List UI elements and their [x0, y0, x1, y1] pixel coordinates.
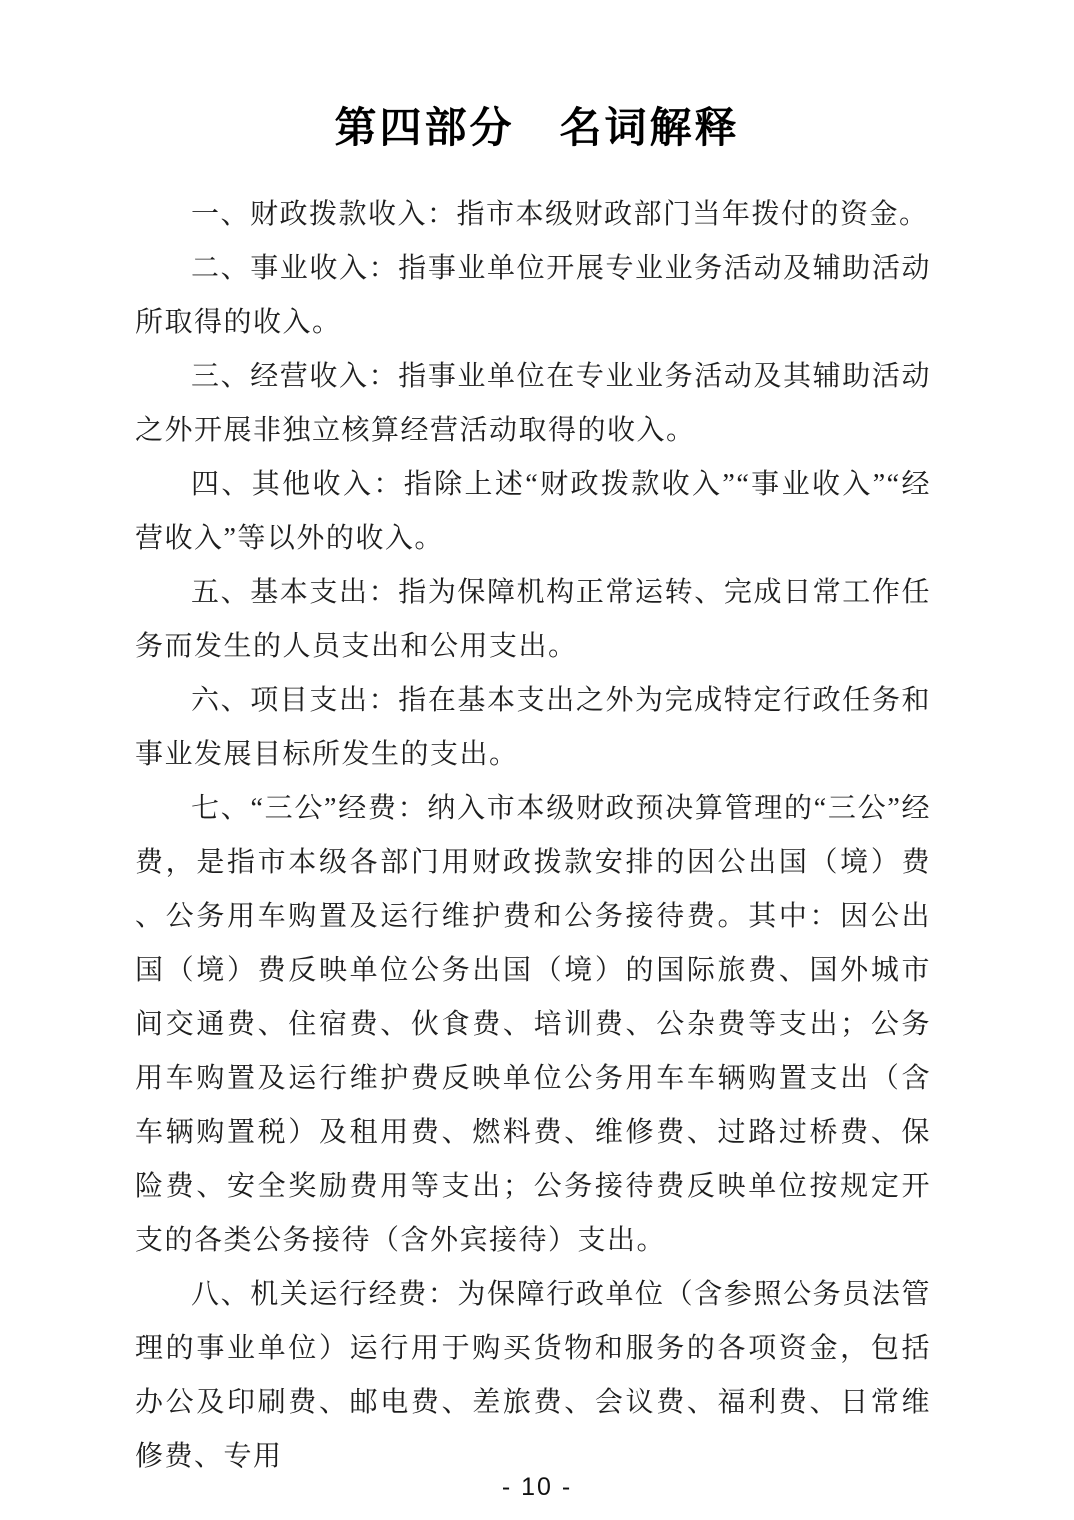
definition-agency-operating-funds: 八、机关运行经费：为保障行政单位（含参照公务员法管理的事业单位）运行用于购买货物和服务的各项资金，包括办公及印刷费、邮电费、差旅费、会议费、福利费、日常维修费、专用 — [135, 1279, 931, 1472]
page-title: 第四部分 名词解释 — [334, 104, 740, 151]
definition-project-expenditure: 六、项目支出：指在基本支出之外为完成特定行政任务和事业发展目标所发生的支出。 — [135, 685, 931, 770]
document-body — [135, 188, 931, 1484]
definition-basic-expenditure: 五、基本支出：指为保障机构正常运转、完成日常工作任务而发生的人员支出和公用支出。 — [135, 577, 931, 662]
definition-business-income: 三、经营收入：指事业单位在专业业务活动及其辅助活动之外开展非独立核算经营活动取得的收入。 — [135, 361, 931, 446]
definition-three-public-funds: 七、“三公”经费：纳入市本级财政预决算管理的“三公”经费，是指市本级各部门用财政拨款安排的因公出国（境）费、公务用车购置及运行维护费和公务接待费。其中：因公出国（境）费反映单位公务出国（境）的国际旅费、国外城市间交通费、住宿费、伙食费、培训费、公杂费等支出；公务用车购置及运行维护费反映单位公务用车车辆购置支出（含车辆购置税）及租用费、燃料费、维修费、过路过桥费、保险费、安全奖励费用等支出；公务接待费反映单位按规定开支的各类公务接待（含外宾接待）支出。 — [135, 793, 931, 1256]
definition-fiscal-appropriation-income: 一、财政拨款收入：指市本级财政部门当年拨付的资金。 — [191, 199, 929, 230]
definition-operational-income: 二、事业收入：指事业单位开展专业业务活动及辅助活动所取得的收入。 — [135, 253, 931, 338]
definition-other-income: 四、其他收入：指除上述“财政拨款收入”“事业收入”“经营收入”等以外的收入。 — [135, 469, 931, 554]
page-number: - 10 - — [501, 1473, 573, 1501]
